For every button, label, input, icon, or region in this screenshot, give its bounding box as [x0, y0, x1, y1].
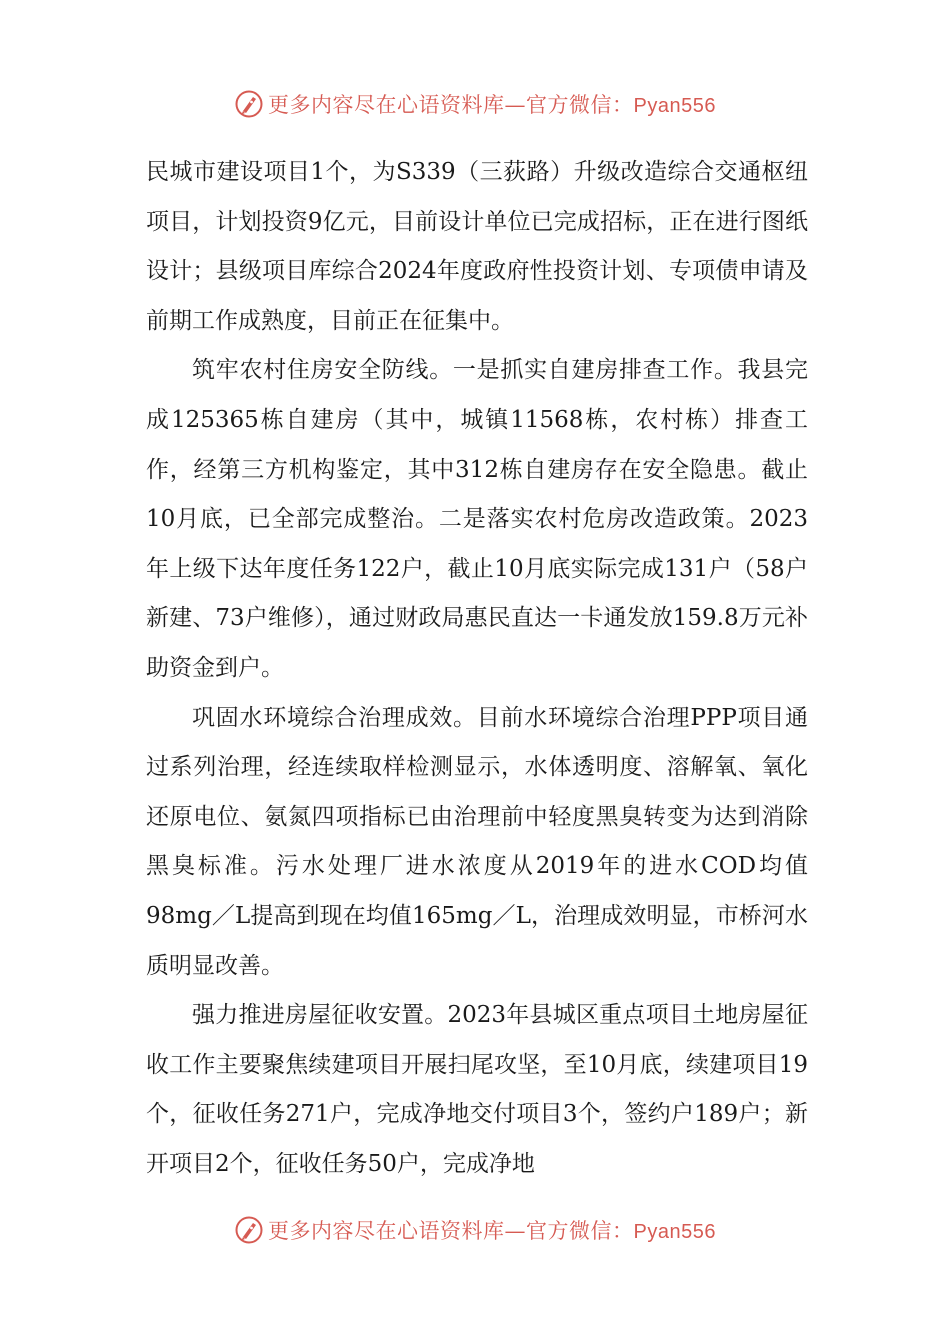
- pen-nib-logo-icon: [234, 1215, 264, 1245]
- paragraph-continuation: 民城市建设项目1个，为S339（三荻路）升级改造综合交通枢纽项目，计划投资9亿元，目前设计单位已完成招标，正在进行图纸设计；县级项目库综合2024年度政府性投资计划、专项债申请及前期工作成熟度，目前正在征集中。: [146, 159, 808, 334]
- header-banner: [0, 84, 950, 124]
- document-body: [146, 148, 808, 1189]
- pen-nib-logo-icon: [234, 89, 264, 119]
- header-banner-label: 更多内容尽在心语资料库—官方微信：: [268, 93, 634, 117]
- footer-banner-text: [268, 1215, 716, 1245]
- footer-banner-label: 更多内容尽在心语资料库—官方微信：: [268, 1219, 634, 1243]
- paragraph-housing-expropriation: 强力推进房屋征收安置。2023年县城区重点项目土地房屋征收工作主要聚焦续建项目开展扫尾攻坚，至10月底，续建项目19个，征收任务271户，完成净地交付项目3个，签约户189户；新开项目2个，征收任务50户，完成净地: [146, 1002, 808, 1177]
- footer-banner-content: [234, 1215, 716, 1245]
- paragraph-rural-housing: 筑牢农村住房安全防线。一是抓实自建房排查工作。我县完成125365栋自建房（其中，城镇11568栋，农村栋）排查工作，经第三方机构鉴定，其中312栋自建房存在安全隐患。截止10月底，已全部完成整治。二是落实农村危房改造政策。2023年上级下达年度任务122户，截止10月底实际完成131户（58户新建、73户维修），通过财政局惠民直达一卡通发放159.8万元补助资金到户。: [146, 357, 808, 681]
- footer-banner: [0, 1210, 950, 1250]
- header-banner-text: [268, 89, 716, 119]
- header-banner-content: [234, 89, 716, 119]
- paragraph-water-environment: 巩固水环境综合治理成效。目前水环境综合治理PPP项目通过系列治理，经连续取样检测显示，水体透明度、溶解氧、氧化还原电位、氨氮四项指标已由治理前中轻度黑臭转变为达到消除黑臭标准。污水处理厂进水浓度从2019年的进水COD均值98mg／L提高到现在均值165mg／L，治理成效明显，市桥河水质明显改善。: [146, 704, 808, 979]
- footer-banner-id: Pyan556: [633, 1221, 716, 1243]
- header-banner-id: Pyan556: [633, 95, 716, 117]
